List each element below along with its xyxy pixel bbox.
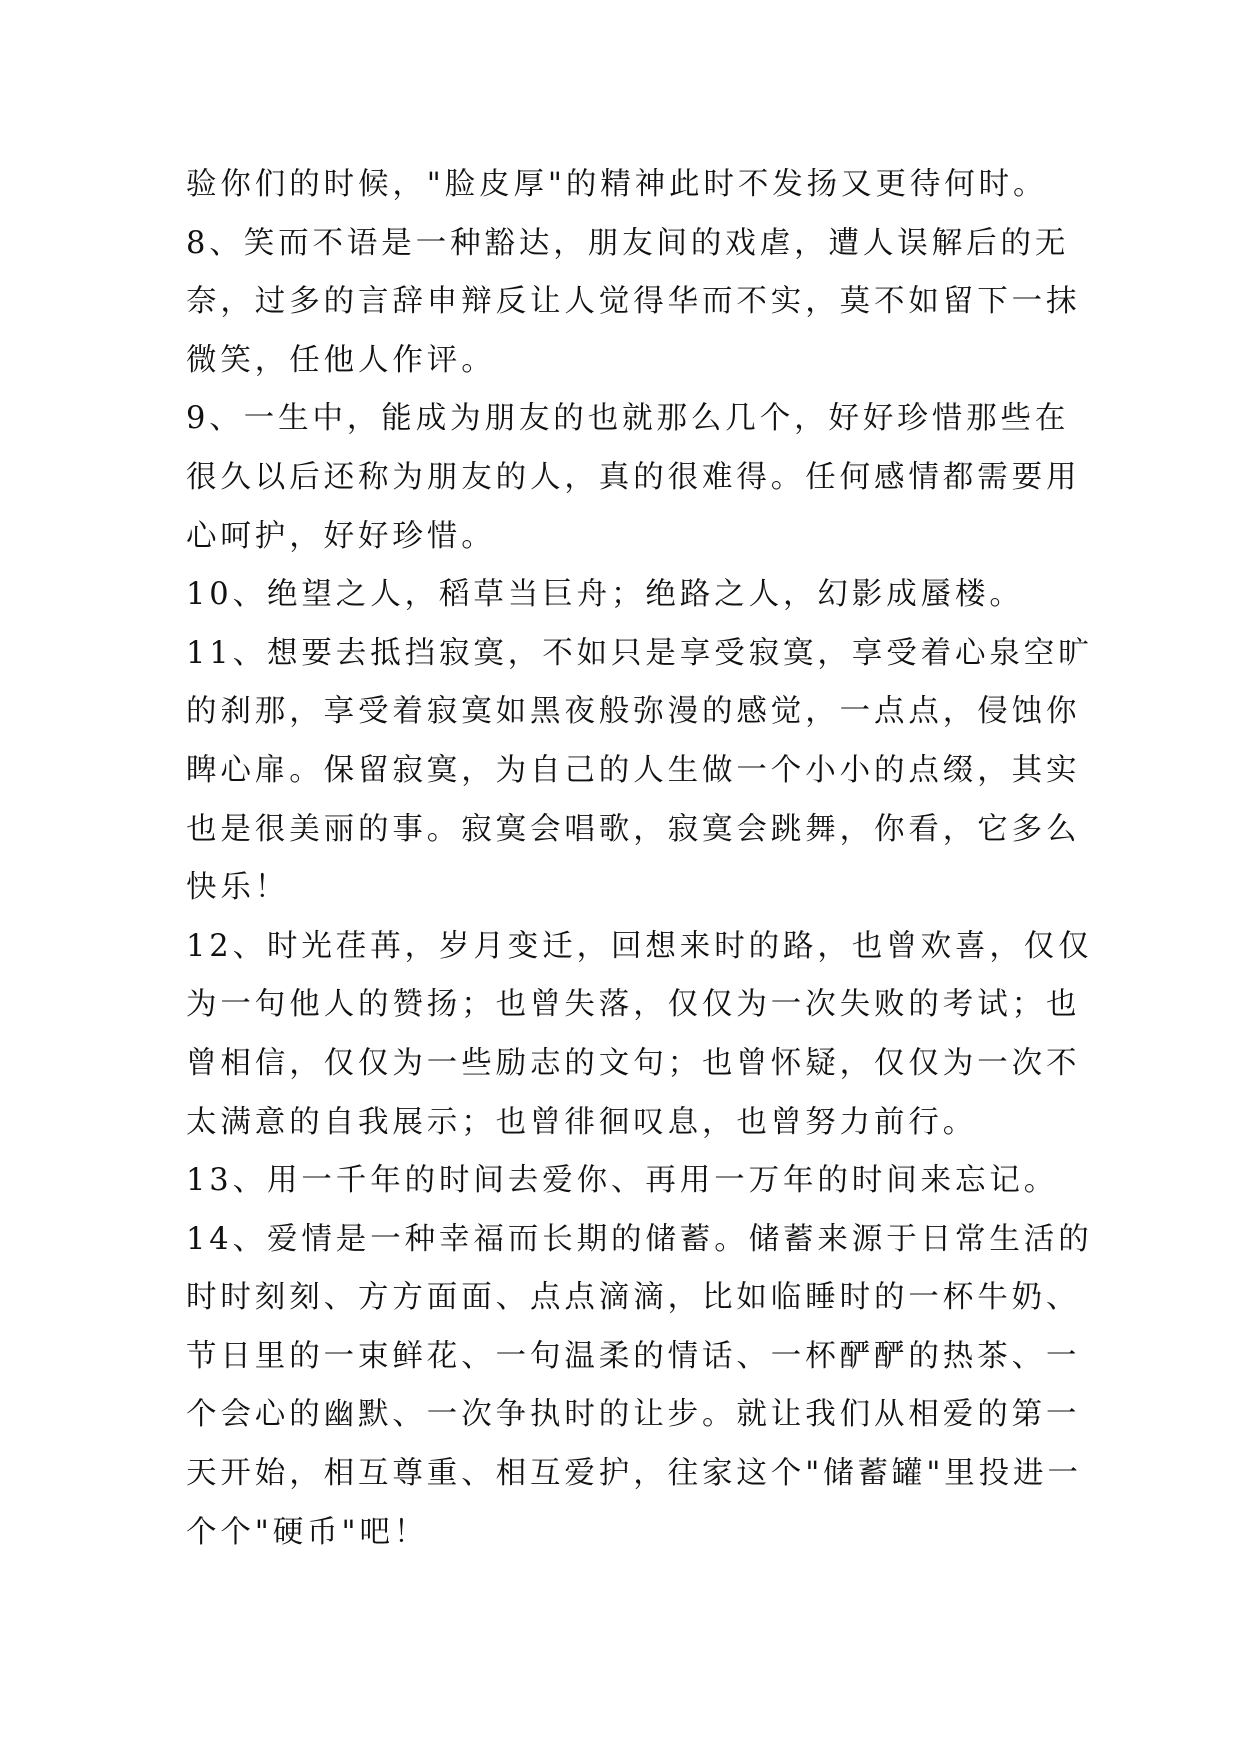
text-line: 微笑，任他人作评。 (186, 342, 496, 378)
text-line: 睥心扉。保留寂寞，为自己的人生做一个小小的点缀，其实 (186, 752, 1081, 788)
text-line: 个个"硬币"吧！ (186, 1514, 429, 1550)
text-line: 时时刻刻、方方面面、点点滴滴，比如临睡时的一杯牛奶、 (186, 1280, 1081, 1316)
text-line: 13、用一千年的时间去爱你、再用一万年的时间来忘记。 (186, 1163, 1059, 1199)
text-line: 很久以后还称为朋友的人，真的很难得。任何感情都需要用 (186, 459, 1081, 495)
text-line: 天开始，相互尊重、相互爱护，往家这个"储蓄罐"里投进一 (186, 1456, 1082, 1492)
text-line: 快乐！ (186, 870, 290, 906)
text-line: 个会心的幽默、一次争执时的让步。就让我们从相爱的第一 (186, 1397, 1081, 1433)
text-line: 为一句他人的赞扬；也曾失落，仅仅为一次失败的考试；也 (186, 987, 1081, 1023)
text-line: 心呵护，好好珍惜。 (186, 518, 496, 554)
text-line: 8、笑而不语是一种豁达，朋友间的戏虐，遭人误解后的无 (186, 225, 1070, 261)
text-line: 11、想要去抵挡寂寞，不如只是享受寂寞，享受着心泉空旷 (186, 635, 1093, 671)
document-body (186, 156, 1093, 1562)
text-line: 曾相信，仅仅为一些励志的文句；也曾怀疑，仅仅为一次不 (186, 1045, 1081, 1081)
text-line: 10、绝望之人，稻草当巨舟；绝路之人，幻影成蜃楼。 (186, 577, 1024, 613)
text-line: 奈，过多的言辞申辩反让人觉得华而不实，莫不如留下一抹 (186, 284, 1081, 320)
text-line: 太满意的自我展示；也曾徘徊叹息，也曾努力前行。 (186, 1104, 978, 1140)
text-line: 的刹那，享受着寂寞如黑夜般弥漫的感觉，一点点，侵蚀你 (186, 694, 1081, 730)
text-line: 14、爱情是一种幸福而长期的储蓄。储蓄来源于日常生活的 (186, 1221, 1093, 1257)
text-line: 节日里的一束鲜花、一句温柔的情话、一杯酽酽的热茶、一 (186, 1338, 1081, 1374)
text-line: 验你们的时候，"脸皮厚"的精神此时不发扬又更待何时。 (186, 167, 1048, 202)
text-line: 也是很美丽的事。寂寞会唱歌，寂寞会跳舞，你看，它多么 (186, 811, 1081, 847)
text-line: 9、一生中，能成为朋友的也就那么几个，好好珍惜那些在 (186, 401, 1070, 437)
text-line: 12、时光荏苒，岁月变迁，回想来时的路，也曾欢喜，仅仅 (186, 928, 1093, 964)
